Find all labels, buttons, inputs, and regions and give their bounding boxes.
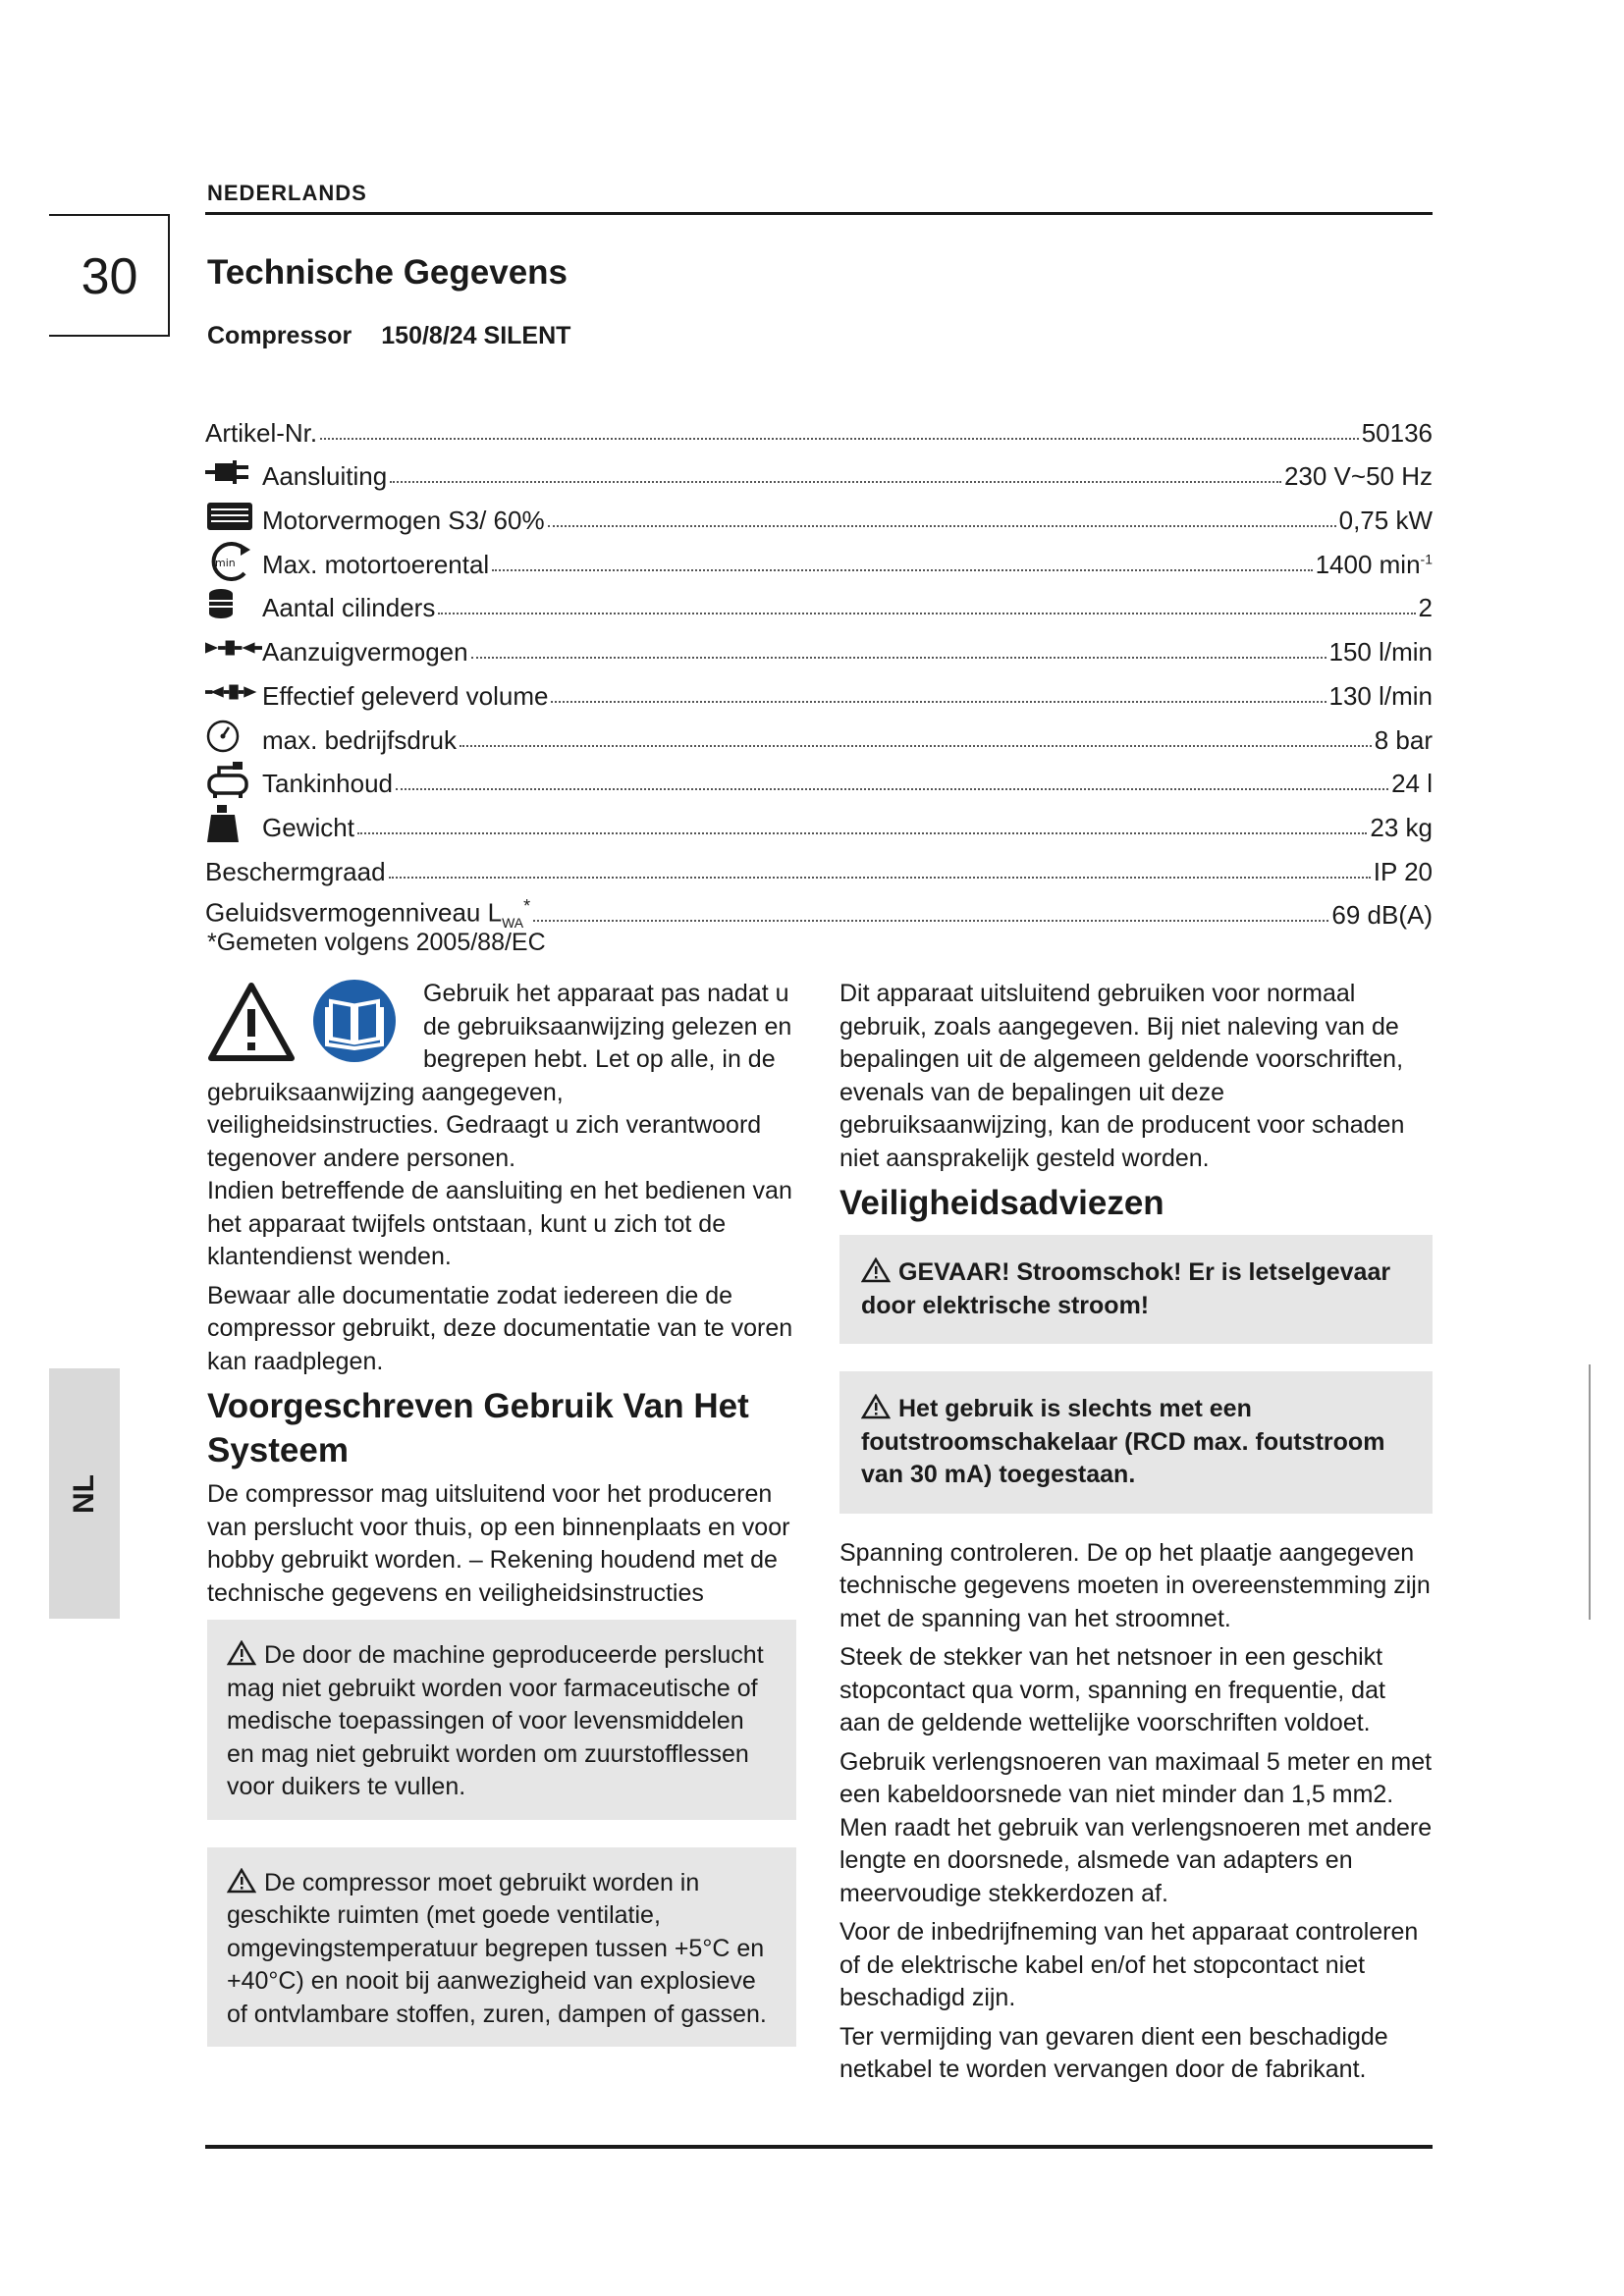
paragraph: Indien betreffende de aansluiting en het bedienen van het apparaat twijfels ontstaan, kunt u zich tot de klantendienst wenden. — [207, 1177, 792, 1270]
spec-value: 230 V~50 Hz — [1283, 461, 1433, 492]
section-heading: Veiligheidsadviezen — [839, 1184, 1164, 1222]
warning-box — [207, 1620, 796, 1820]
spec-row-article — [205, 404, 1433, 449]
spec-value: 130 l/min — [1328, 680, 1433, 711]
warning-icon — [861, 1257, 891, 1283]
spec-label: Aansluiting — [262, 461, 388, 492]
svg-text:min: min — [215, 556, 236, 569]
paragraph: Bewaar alle documentatie zodat iedereen die de compressor gebruikt, deze documentatie van te voren kan raadplegen. — [207, 1281, 793, 1375]
spec-value: 0,75 kW — [1338, 506, 1433, 536]
warning-icon — [861, 1394, 891, 1419]
cylinder-icon — [205, 584, 262, 623]
warning-text: De door de machine geproduceerde perslucht mag niet gebruikt worden voor farmaceutische of medische toepassingen of voor levensmiddelen en mag niet gebruikt worden om zuurstofflessen voor duikers te vullen. — [227, 1641, 764, 1800]
product-name: Compressor — [207, 322, 352, 349]
paragraph: Steek de stekker van het netsnoer in een geschikt stopcontact qua vorm, spanning en frequentie, dat aan de geldende wettelijke voorschriften voldoet. — [839, 1643, 1385, 1736]
spec-row-connection — [205, 449, 1433, 493]
spec-row-weight — [205, 799, 1433, 843]
spec-row-noise — [205, 887, 1433, 932]
danger-box — [839, 1371, 1433, 1514]
spec-label: Tankinhoud — [262, 769, 393, 799]
spec-row-intake — [205, 623, 1433, 667]
spec-row-rpm — [205, 536, 1433, 580]
spec-label: Aantal cilinders — [262, 593, 436, 623]
right-column — [839, 978, 1433, 2093]
spec-value: 2 — [1418, 593, 1433, 623]
product-model: 150/8/24 SILENT — [381, 322, 571, 349]
spec-row-pressure — [205, 712, 1433, 756]
paragraph: Ter vermijding van gevaren dient een beschadigde netkabel te worden vervangen door de fabrikant. — [839, 2022, 1388, 2083]
footer-rule — [205, 2145, 1433, 2149]
spec-row-motor — [205, 492, 1433, 536]
output-icon — [205, 672, 262, 712]
header-rule — [205, 212, 1433, 215]
language-side-tab-label: NL — [68, 1473, 100, 1514]
spec-value: 8 bar — [1374, 724, 1433, 755]
danger-text: GEVAAR! Stroomschok! Er is letselgevaar door elektrische stroom! — [861, 1258, 1391, 1319]
paragraph: De compressor mag uitsluitend voor het produceren van perslucht voor thuis, op een binnenplaats en voor hobby gebruikt worden. – Rekening houdend met de technische gegevens en veiligheidsinstructies — [207, 1480, 790, 1607]
spec-table — [205, 404, 1433, 931]
spec-value: 69 dB(A) — [1331, 900, 1433, 931]
read-manual-icon — [311, 978, 398, 1064]
danger-box — [839, 1235, 1433, 1344]
warning-icon — [227, 1640, 256, 1666]
spec-row-protection — [205, 843, 1433, 887]
spec-value: 23 kg — [1370, 812, 1433, 842]
intro-icons — [207, 978, 413, 1072]
spec-value: 24 l — [1391, 769, 1433, 799]
spec-label: Motorvermogen S3/ 60% — [262, 506, 545, 536]
language-header: NEDERLANDS — [207, 181, 367, 205]
footnote: *Gemeten volgens 2005/88/EC — [207, 929, 546, 956]
spec-label: Aanzuigvermogen — [262, 637, 468, 667]
spec-label: Geluidsvermogenniveau $L_{WA}^*$ — [205, 896, 531, 932]
danger-text: Het gebruik is slechts met een foutstroomschakelaar (RCD max. foutstroom van 30 mA) toegestaan. — [861, 1395, 1385, 1488]
spec-row-tank — [205, 756, 1433, 800]
spec-label: Effectief geleverd volume — [262, 680, 549, 711]
product-subtitle — [207, 322, 570, 350]
paragraph: Dit apparaat uitsluitend gebruiken voor normaal gebruik, zoals aangegeven. Bij niet naleving van de bepalingen uit de algemeen geldende voorschriften, evenals van de bepalingen uit deze gebruiksaanwijzing, kan de producent voor schaden niet aansprakelijk gesteld worden. — [839, 980, 1405, 1172]
gauge-icon — [205, 717, 262, 756]
warning-triangle-icon — [207, 982, 296, 1062]
spec-value: 1400 $\min^{-1}$ — [1315, 549, 1433, 579]
section-heading: Voorgeschreven Gebruik Van Het Systeem — [207, 1387, 749, 1469]
spec-value: 50136 — [1361, 417, 1433, 448]
tank-icon — [205, 760, 262, 799]
spec-value: 150 l/min — [1328, 637, 1433, 667]
page-number: 30 — [81, 248, 138, 305]
weight-icon — [205, 804, 262, 843]
paragraph: Gebruik verlengsnoeren van maximaal 5 meter en met een kabeldoorsnede van niet minder dan 1,5 mm2. Men raadt het gebruik van verlengsnoeren met andere lengte en doorsnede, alsmede van adapters en meervoudige stekkerdozen af. — [839, 1747, 1433, 1907]
motor-icon — [205, 497, 262, 536]
spec-label: Artikel-Nr. — [205, 417, 318, 448]
warning-box — [207, 1847, 796, 2048]
spec-row-cylinders — [205, 580, 1433, 624]
page-title: Technische Gegevens — [207, 253, 568, 292]
spec-label: Max. motortoerental — [262, 549, 490, 579]
paragraph: Spanning controleren. De op het plaatje aangegeven technische gegevens moeten in overeenstemming zijn met de spanning van het stroomnet. — [839, 1538, 1431, 1632]
left-column — [207, 978, 796, 2047]
edge-mark — [1589, 1364, 1591, 1620]
spec-label: Beschermgraad — [205, 856, 386, 886]
intake-icon — [205, 628, 262, 667]
plug-icon — [205, 453, 262, 492]
spec-value: IP 20 — [1373, 856, 1433, 886]
paragraph: Voor de inbedrijfneming van het apparaat controleren of de elektrische kabel en/of het stopcontact niet beschadigd zijn. — [839, 1918, 1419, 2011]
spec-label: Gewicht — [262, 812, 354, 842]
spec-label: max. bedrijfsdruk — [262, 724, 457, 755]
rpm-icon — [205, 541, 262, 580]
spec-row-output — [205, 667, 1433, 712]
warning-icon — [227, 1868, 256, 1894]
warning-text: De compressor moet gebruikt worden in geschikte ruimten (met goede ventilatie, omgevingstemperatuur begrepen tussen +5°C en +40°C) en nooit bij aanwezigheid van explosieve of ontvlambare stoffen, zuren, dampen of gassen. — [227, 1868, 767, 2028]
intro-paragraph: Gebruik het apparaat pas nadat u de gebruiksaanwijzing gelezen en begrepen hebt. Let op alle, in de gebruiksaanwijzing aangegeven, veiligheidsinstructies. Gedraagt u zich verantwoord tegenover andere personen. — [207, 980, 792, 1172]
